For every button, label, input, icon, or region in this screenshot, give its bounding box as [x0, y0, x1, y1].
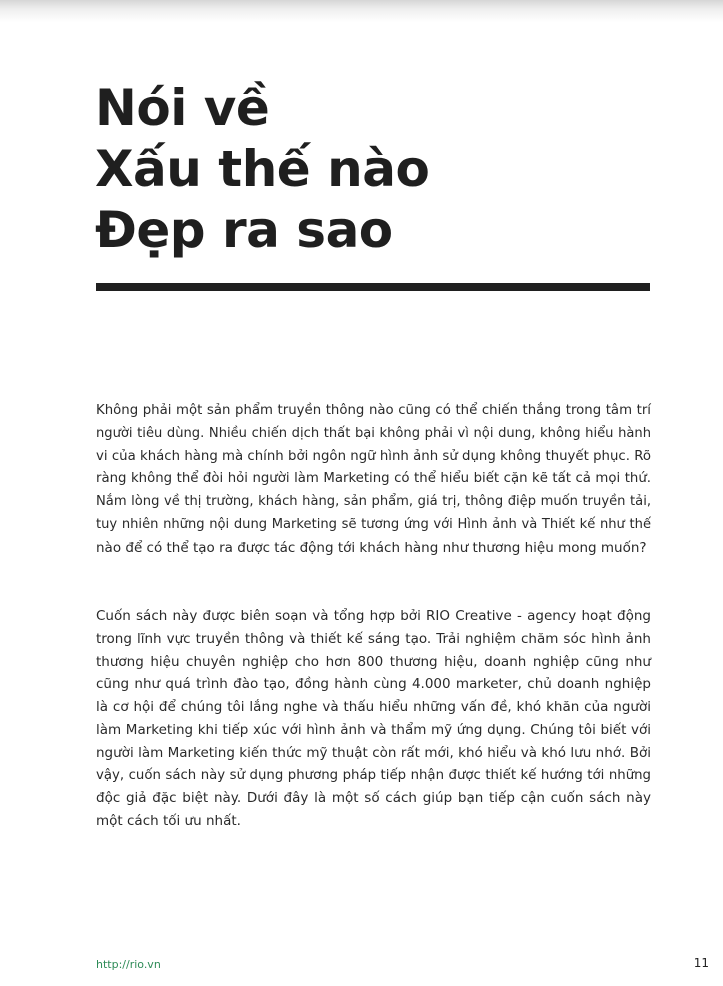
paragraph-line: ràng không thể đòi hỏi người làm Marketing có thể hiểu biết cặn kẽ tất cả mọi thứ. — [96, 471, 651, 487]
about-book-paragraph — [96, 605, 651, 833]
paragraph-line: thương hiệu chuyên nghiệp cho hơn 800 thương hiệu, doanh nghiệp cũng như — [96, 653, 651, 670]
paragraph-line: trong lĩnh vực truyền thông và thiết kế sáng tạo. Trải nghiệm chăm sóc hình ảnh — [96, 630, 651, 647]
paragraph-line: vậy, cuốn sách này sử dụng phương pháp tiếp nhận được thiết kế hướng tới những — [96, 767, 651, 783]
paragraph-line: người làm Marketing kiến thức mỹ thuật còn rất mới, khó hiểu và khó lưu nhớ. Bởi — [96, 744, 651, 761]
paragraph-line: tuy nhiên những nội dung Marketing sẽ tương ứng với Hình ảnh và Thiết kế như thế — [96, 516, 651, 532]
paragraph-line: Nắm lòng về thị trường, khách hàng, sản phẩm, giá trị, thông điệp muốn truyền tải, — [96, 494, 651, 510]
paragraph-line: độc giả đặc biệt này. Dưới đây là một số cách giúp bạn tiếp cận cuốn sách này — [96, 790, 651, 807]
paragraph-line: là cơ hội để chúng tôi lắng nghe và thấu hiểu những vấn đề, khó khăn của người — [96, 699, 651, 716]
paragraph-line: người tiêu dùng. Nhiều chiến dịch thất bại không phải vì nội dung, không hiểu hành — [96, 425, 651, 441]
page-number: 11 — [693, 956, 709, 970]
title-line-2: Xấu thế nào — [95, 140, 430, 198]
title-divider — [96, 283, 650, 291]
paragraph-line: làm Marketing khi tiếp xúc với hình ảnh và thẩm mỹ ứng dụng. Chúng tôi biết với — [96, 721, 651, 738]
page-title — [95, 78, 655, 261]
title-line-1: Nói về — [95, 79, 270, 137]
intro-paragraph — [96, 400, 651, 560]
paragraph-line: một cách tối ưu nhất. — [96, 813, 241, 830]
paragraph-line: cũng như quá trình đào tạo, đồng hành cùng 4.000 marketer, chủ doanh nghiệp — [96, 676, 651, 693]
paragraph-line: nào để có thể tạo ra được tác động tới khách hàng như thương hiệu mong muốn? — [96, 539, 647, 556]
page-top-shadow — [0, 0, 723, 22]
footer-website-link[interactable]: http://rio.vn — [96, 958, 161, 971]
title-line-3: Đẹp ra sao — [95, 201, 393, 259]
paragraph-line: Không phải một sản phẩm truyền thông nào cũng có thể chiến thắng trong tâm trí — [96, 403, 651, 418]
paragraph-line: vi của khách hàng mà chính bởi ngôn ngữ hình ảnh sử dụng không thuyết phục. Rõ — [96, 448, 651, 464]
paragraph-line: Cuốn sách này được biên soạn và tổng hợp bởi RIO Creative - agency hoạt động — [96, 608, 651, 624]
